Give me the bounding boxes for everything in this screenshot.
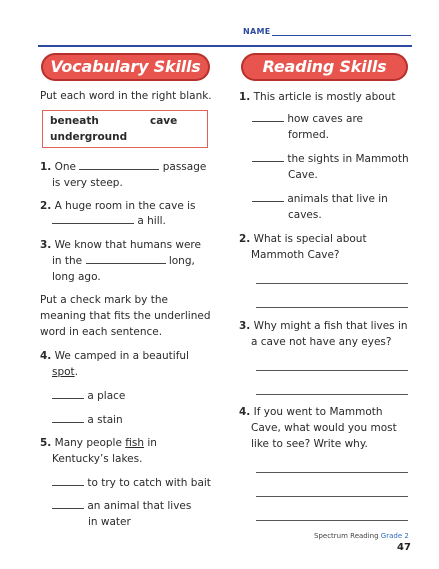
q5-option-2: an animal that lives	[52, 499, 191, 515]
underlined-word-spot: spot	[52, 366, 75, 378]
check-blank[interactable]	[252, 120, 284, 122]
answer-blank[interactable]	[86, 262, 166, 264]
q5-option-1: to try to catch with bait	[52, 476, 211, 492]
r1-option-1-line2: formed.	[288, 129, 329, 141]
question-number: 3.	[40, 239, 52, 251]
question-number: 4.	[40, 350, 52, 362]
q4-option-2: a stain	[52, 413, 123, 429]
check-blank[interactable]	[252, 160, 284, 162]
check-instruction-line2: meaning that fits the underlined	[40, 310, 211, 322]
vocab-q3-line3: long ago.	[52, 271, 101, 283]
vocab-question-5: 5. Many people fish in	[40, 437, 157, 449]
check-instruction-line3: word in each sentence.	[40, 326, 163, 338]
vocab-instruction: Put each word in the right blank.	[40, 90, 212, 102]
footer-credit: Spectrum Reading Grade 2	[314, 532, 409, 540]
answer-line[interactable]	[256, 394, 408, 395]
word-cave: cave	[150, 115, 178, 127]
word-beneath: beneath	[50, 115, 99, 127]
r1-option-2: the sights in Mammoth	[252, 152, 409, 168]
check-blank[interactable]	[52, 484, 84, 486]
answer-line[interactable]	[256, 370, 408, 371]
r1-option-3-line2: caves.	[288, 209, 322, 221]
check-blank[interactable]	[52, 421, 84, 423]
vocab-question-3: 3. We know that humans were	[40, 239, 201, 251]
reading-question-4: 4. If you went to Mammoth	[239, 406, 383, 418]
underlined-word-fish: fish	[125, 437, 145, 449]
reading-q2-line2: Mammoth Cave?	[251, 249, 340, 261]
question-number: 1.	[40, 161, 52, 173]
answer-line[interactable]	[256, 520, 408, 521]
header-rule	[38, 45, 412, 47]
vocab-question-1: 1. One passage	[40, 161, 207, 173]
name-label: NAME	[243, 27, 271, 36]
question-number: 1.	[239, 91, 251, 103]
question-number: 5.	[40, 437, 52, 449]
reading-q4-line2: Cave, what would you most	[251, 422, 397, 434]
page-number: 47	[397, 542, 411, 553]
reading-q3-line2: a cave not have any eyes?	[251, 336, 392, 348]
check-instruction-line1: Put a check mark by the	[40, 294, 168, 306]
answer-line[interactable]	[256, 472, 408, 473]
vocab-q3-line2: in the long,	[52, 255, 195, 267]
check-blank[interactable]	[52, 507, 84, 509]
question-number: 2.	[239, 233, 251, 245]
q4-option-1: a place	[52, 389, 125, 405]
reading-question-3: 3. Why might a fish that lives in	[239, 320, 408, 332]
vocab-question-2: 2. A huge room in the cave is	[40, 200, 196, 212]
question-number: 4.	[239, 406, 251, 418]
reading-q4-line3: like to see? Write why.	[251, 438, 368, 450]
answer-line[interactable]	[256, 283, 408, 284]
vocab-q1-line2: is very steep.	[52, 177, 123, 189]
r1-option-3: animals that live in	[252, 192, 388, 208]
reading-question-1: 1. This article is mostly about	[239, 91, 396, 103]
vocab-q5-line2: Kentucky’s lakes.	[52, 453, 143, 465]
reading-skills-banner: Reading Skills	[243, 55, 406, 79]
answer-blank[interactable]	[52, 222, 134, 224]
vocab-question-4: 4. We camped in a beautiful	[40, 350, 189, 362]
vocabulary-skills-banner: Vocabulary Skills	[43, 55, 208, 79]
word-underground: underground	[50, 131, 128, 143]
r1-option-2-line2: Cave.	[288, 169, 318, 181]
answer-line[interactable]	[256, 307, 408, 308]
reading-question-2: 2. What is special about	[239, 233, 367, 245]
answer-blank[interactable]	[79, 168, 159, 170]
question-number: 3.	[239, 320, 251, 332]
vocab-q4-line2: spot.	[52, 366, 79, 378]
answer-line[interactable]	[256, 496, 408, 497]
vocab-q2-line2: a hill.	[52, 214, 166, 230]
r1-option-1: how caves are	[252, 112, 363, 128]
q5-option-2-line2: in water	[88, 516, 131, 528]
check-blank[interactable]	[52, 397, 84, 399]
check-blank[interactable]	[252, 200, 284, 202]
name-line[interactable]	[272, 35, 411, 36]
question-number: 2.	[40, 200, 52, 212]
